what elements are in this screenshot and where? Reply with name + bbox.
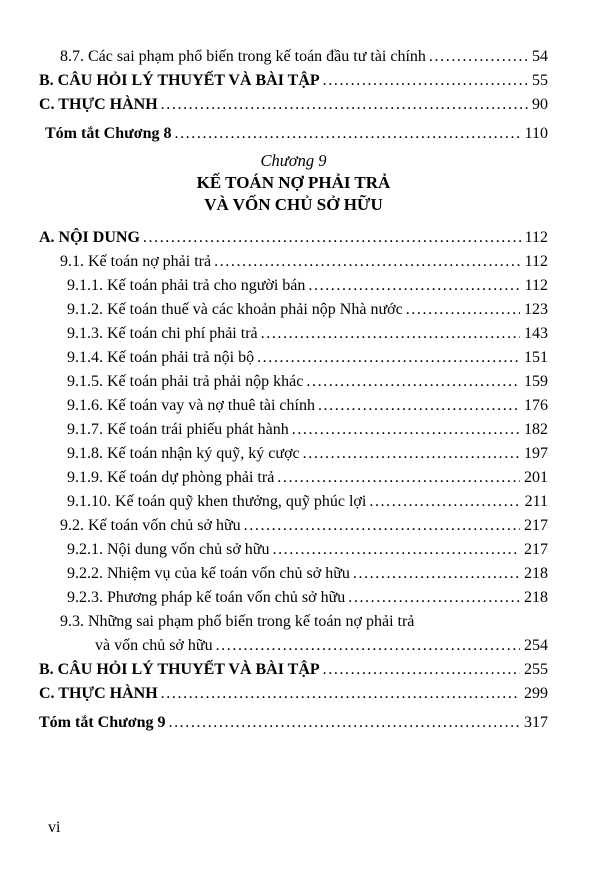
toc-entry-label: 9.1.1. Kế toán phải trả cho người bán [67, 277, 306, 294]
toc-entry-label: 9.1.7. Kế toán trái phiếu phát hành [67, 421, 289, 438]
dot-leader [161, 93, 528, 117]
toc-entry-label: và vốn chủ sở hữu [95, 637, 213, 654]
dot-leader [174, 122, 520, 146]
toc-entry-page: 112 [524, 253, 548, 270]
toc-entry-9-2-2 [39, 562, 548, 586]
chapter-title-line1: KẾ TOÁN NỢ PHẢI TRẢ [196, 173, 391, 192]
chapter-title-line2: VÀ VỐN CHỦ SỞ HỮU [204, 195, 383, 214]
toc-entry-page: 217 [524, 541, 548, 558]
toc-entry-page: 159 [524, 373, 548, 390]
dot-leader [214, 250, 521, 274]
dot-leader [348, 586, 520, 610]
toc-entry-label: C. THỰC HÀNH [39, 96, 158, 113]
toc-entry-9-2 [39, 514, 548, 538]
toc-content [39, 45, 548, 735]
toc-entry-9-1-7 [39, 418, 548, 442]
toc-entry-8-7 [39, 45, 548, 69]
dot-leader [216, 634, 520, 658]
toc-entry-label: 9.1.6. Kế toán vay và nợ thuê tài chính [67, 397, 315, 414]
toc-entry-9-1-4 [39, 346, 548, 370]
toc-entry-page: 112 [524, 229, 548, 246]
toc-entry-a-content [39, 226, 548, 250]
toc-entry-page: 55 [532, 72, 548, 89]
dot-leader [257, 346, 520, 370]
toc-entry-9-1-10 [39, 490, 548, 514]
dot-leader [168, 711, 520, 735]
dot-leader [143, 226, 521, 250]
toc-entry-page: 143 [524, 325, 548, 342]
dot-leader [323, 658, 520, 682]
toc-entry-label: Tóm tắt Chương 9 [39, 714, 166, 731]
toc-entry-c-practice-ch9 [39, 682, 548, 706]
toc-entry-page: 176 [524, 397, 548, 414]
toc-entry-9-1-2 [39, 298, 548, 322]
toc-entry-b-questions-ch8 [39, 69, 548, 93]
toc-entry-label: Tóm tắt Chương 8 [45, 125, 172, 142]
toc-entry-9-1-8 [39, 442, 548, 466]
toc-entry-9-1-9 [39, 466, 548, 490]
toc-entry-label: 9.1.3. Kế toán chi phí phải trả [67, 325, 258, 342]
toc-entry-page: 197 [524, 445, 548, 462]
toc-entry-9-1-1 [39, 274, 548, 298]
toc-entry-page: 123 [524, 301, 548, 318]
dot-leader [306, 370, 520, 394]
dot-leader [318, 394, 520, 418]
toc-entry-label: 9.2. Kế toán vốn chủ sở hữu [60, 517, 241, 534]
toc-entry-9-2-3 [39, 586, 548, 610]
toc-entry-page: 201 [524, 469, 548, 486]
toc-entry-label: 9.1.4. Kế toán phải trả nội bộ [67, 349, 255, 366]
toc-entry-9-3-line1 [39, 610, 548, 634]
toc-entry-page: 112 [524, 277, 548, 294]
toc-entry-page: 255 [524, 661, 548, 678]
dot-leader [261, 322, 520, 346]
toc-entry-label: C. THỰC HÀNH [39, 685, 158, 702]
toc-entry-9-1-3 [39, 322, 548, 346]
toc-entry-b-questions-ch9 [39, 658, 548, 682]
toc-entry-9-1-6 [39, 394, 548, 418]
toc-entry-label: 9.1.5. Kế toán phải trả phải nộp khác [67, 373, 304, 390]
toc-entry-page: 110 [524, 125, 548, 142]
toc-entry-label: 9.1.2. Kế toán thuế và các khoản phải nộp Nhà nước [67, 301, 403, 318]
toc-entry-9-2-1 [39, 538, 548, 562]
toc-entry-label: 9.3. Những sai phạm phổ biến trong kế toán nợ phải trả [60, 613, 415, 630]
dot-leader [406, 298, 520, 322]
dot-leader [429, 45, 528, 69]
toc-entry-label: 9.2.2. Nhiệm vụ của kế toán vốn chủ sở hữu [67, 565, 350, 582]
toc-entry-page: 254 [524, 637, 548, 654]
chapter-label: Chương 9 [260, 151, 327, 170]
dot-leader [323, 69, 528, 93]
toc-entry-page: 90 [532, 96, 548, 113]
dot-leader [303, 442, 520, 466]
toc-entry-summary-ch9 [39, 711, 548, 735]
chapter-heading [39, 149, 548, 216]
dot-leader [369, 490, 520, 514]
toc-entry-label: 8.7. Các sai phạm phổ biến trong kế toán đầu tư tài chính [60, 48, 426, 65]
toc-entry-c-practice-ch8 [39, 93, 548, 117]
toc-entry-label: B. CÂU HỎI LÝ THUYẾT VÀ BÀI TẬP [39, 72, 320, 89]
dot-leader [292, 418, 520, 442]
toc-entry-page: 218 [524, 565, 548, 582]
toc-entry-label: 9.1.9. Kế toán dự phòng phải trả [67, 469, 275, 486]
dot-leader [308, 274, 520, 298]
toc-entry-page: 218 [524, 589, 548, 606]
dot-leader [244, 514, 520, 538]
page-number-footer: vi [48, 819, 61, 836]
toc-entry-page: 54 [532, 48, 548, 65]
toc-entry-label: B. CÂU HỎI LÝ THUYẾT VÀ BÀI TẬP [39, 661, 320, 678]
toc-entry-label: 9.2.1. Nội dung vốn chủ sở hữu [67, 541, 270, 558]
toc-entry-page: 317 [524, 714, 548, 731]
toc-entry-9-1-5 [39, 370, 548, 394]
dot-leader [272, 538, 520, 562]
toc-entry-page: 217 [524, 517, 548, 534]
toc-entry-label: A. NỘI DUNG [39, 229, 140, 246]
toc-entry-label: 9.1.8. Kế toán nhận ký quỹ, ký cược [67, 445, 300, 462]
dot-leader [277, 466, 520, 490]
toc-entry-page: 299 [524, 685, 548, 702]
toc-entry-label: 9.1.10. Kế toán quỹ khen thưởng, quỹ phúc lợi [67, 493, 367, 510]
toc-entry-label: 9.1. Kế toán nợ phải trả [60, 253, 212, 270]
toc-entry-9-3-line2 [39, 634, 548, 658]
toc-entry-label: 9.2.3. Phương pháp kế toán vốn chủ sở hữu [67, 589, 346, 606]
dot-leader [161, 682, 520, 706]
toc-entry-page: 151 [524, 349, 548, 366]
toc-entry-page: 211 [524, 493, 548, 510]
dot-leader [353, 562, 520, 586]
toc-entry-page: 182 [524, 421, 548, 438]
toc-entry-summary-ch8 [39, 122, 548, 146]
toc-entry-9-1 [39, 250, 548, 274]
